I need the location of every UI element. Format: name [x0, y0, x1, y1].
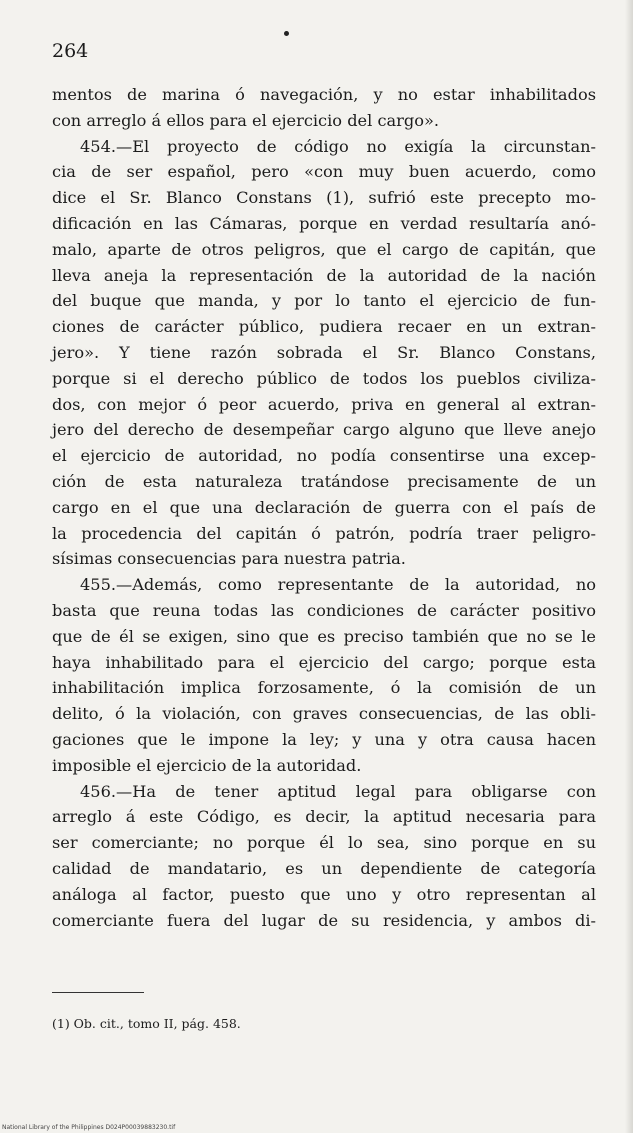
text-line: el ejercicio de autoridad, no podía consentirse una excep- [52, 446, 596, 466]
scan-credit: National Library of the Philippines D024P00039883230.tif [2, 1124, 176, 1131]
body-text [52, 82, 596, 933]
text-line: haya inhabilitado para el ejercicio del cargo; porque esta [52, 652, 596, 672]
text-line: análoga al factor, puesto que uno y otro representan al [52, 884, 596, 904]
text-line: que de él se exigen, sino que es preciso también que no se le [52, 626, 596, 646]
text-line: cia de ser español, pero «con muy buen acuerdo, como [52, 162, 596, 182]
text-line: ciones de carácter público, pudiera recaer en un extran- [52, 317, 596, 337]
text-line: cargo en el que una declaración de guerra con el país de [52, 497, 596, 517]
paragraph-454-start: 454.—El proyecto de código no exigía la circunstan- [80, 136, 596, 156]
text-line: delito, ó la violación, con graves consecuencias, de las obli- [52, 704, 596, 724]
text-line: jero del derecho de desempeñar cargo alguno que lleve anejo [52, 420, 596, 440]
text-line: malo, aparte de otros peligros, que el cargo de capitán, que [52, 239, 596, 259]
text-line: con arreglo á ellos para el ejercicio del cargo». [52, 110, 440, 130]
paragraph-456-start: 456.—Ha de tener aptitud legal para obligarse con [80, 781, 596, 801]
footnote-rule [52, 992, 144, 993]
text-line: la procedencia del capitán ó patrón, podría traer peligro- [52, 523, 596, 543]
text-line: ción de esta naturaleza tratándose precisamente de un [52, 471, 596, 491]
page-number: 264 [52, 40, 89, 62]
text-line: comerciante fuera del lugar de su residencia, y ambos di- [52, 910, 596, 930]
text-line: calidad de mandatario, es un dependiente de categoría [52, 858, 596, 878]
text-line: del buque que manda, y por lo tanto el ejercicio de fun- [52, 291, 596, 311]
page-edge-shadow [625, 0, 633, 1133]
text-line: gaciones que le impone la ley; y una y otra causa hacen [52, 729, 596, 749]
text-line: basta que reuna todas las condiciones de carácter positivo [52, 600, 596, 620]
text-line: mentos de marina ó navegación, y no estar inhabilitados [52, 85, 596, 104]
footnote: (1) Ob. cit., tomo II, pág. 458. [52, 1016, 241, 1031]
text-line: jero». Y tiene razón sobrada el Sr. Blanco Constans, [52, 342, 596, 362]
text-line: imposible el ejercicio de la autoridad. [52, 755, 362, 775]
text-line: dos, con mejor ó peor acuerdo, priva en general al extran- [52, 394, 596, 414]
ink-dot [284, 31, 289, 36]
text-line: ser comerciante; no porque él lo sea, sino porque en su [52, 833, 596, 853]
text-line: lleva aneja la representación de la autoridad de la nación [52, 265, 596, 285]
text-line: porque si el derecho público de todos los pueblos civiliza- [52, 368, 596, 388]
text-line: inhabilitación implica forzosamente, ó la comisión de un [52, 678, 596, 698]
text-line: dificación en las Cámaras, porque en verdad resultaría anó- [52, 213, 596, 233]
text-line: sísimas consecuencias para nuestra patria. [52, 549, 406, 569]
text-line: arreglo á este Código, es decir, la aptitud necesaria para [52, 807, 596, 827]
paragraph-455-start: 455.—Además, como representante de la autoridad, no [80, 575, 596, 595]
text-line: dice el Sr. Blanco Constans (1), sufrió este precepto mo- [52, 188, 596, 208]
